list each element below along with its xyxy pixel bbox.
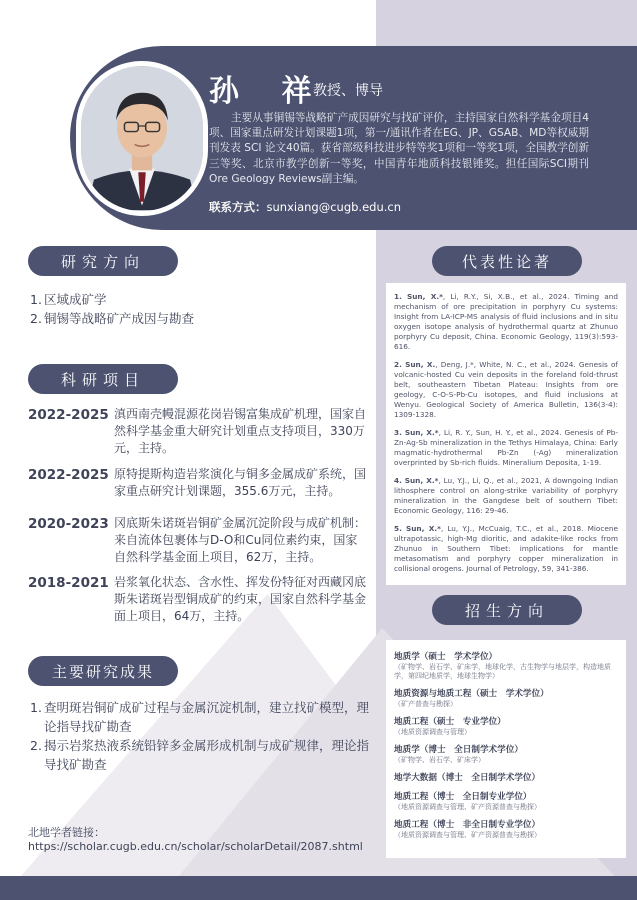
paper-item: 3. Sun, X.*, Li, R. Y., Sun, H. Y., et al., 2024. Genesis of Pb-Zn-Ag-Sb mineralization in the Tethys Himalaya, China: Early magmatic-hydrothermal Pb-Zn (-Ag) mineralization overprinted by Sb-rich fluids. Mineralium Deposita, 1-19. <box>394 428 618 467</box>
recruit-item: 地质资源与地质工程（硕士 学术学位） （矿产普查与勘探） <box>394 689 549 708</box>
project-description: 冈底斯朱诺斑岩铜矿金属沉淀阶段与成矿机制：来自流体包裹体与D-O和Cu同位素约束，国家自然科学基金面上项目，62万，主持。 <box>114 516 367 564</box>
recruit-item: 地质工程（博士 全日制专业学位） （地质资源调查与管理、矿产资源普查与勘探） <box>394 792 541 811</box>
project-item <box>28 515 368 566</box>
papers-heading: 代表性论著 <box>432 246 582 276</box>
achievements-list <box>30 698 370 774</box>
biography: 主要从事铜锡等战略矿产成因研究与找矿评价，主持国家自然科学基金项目4项、国家重点研发计划课题1项，第一/通讯作者在EG、JP、GSAB、MD等权威期刊发表 SCI 论文40篇。获省部级科技进步特等奖1项和一等奖1项，全国教学创新三等奖、北京市教学创新一等奖，中国青年地质科技银锤奖。担任国际SCI期刊Ore Geology Reviews副主编。 <box>209 112 589 185</box>
scholar-link[interactable]: https://scholar.cugb.edu.cn/scholar/scholarDetail/2087.shtml <box>28 840 363 853</box>
list-item: 1. 区域成矿学 <box>30 292 107 307</box>
recruit-item: 地质学（硕士 学术学位） （矿物学、岩石学、矿床学，地球化学，古生物学与地层学，构造地质学，第四纪地质学，地球生物学） <box>394 652 611 680</box>
project-item <box>28 574 368 625</box>
person-name: 孙 祥 <box>209 74 328 109</box>
contact-email[interactable]: sunxiang@cugb.edu.cn <box>266 200 402 214</box>
project-description: 岩浆氧化状态、含水性、挥发份特征对西藏冈底斯朱诺斑岩型铜成矿的约束，国家自然科学基金面上项目，64万，主持。 <box>114 575 367 623</box>
recruit-item: 地学大数据（博士 全日制学术学位） <box>394 773 541 783</box>
papers-list <box>386 283 626 585</box>
footer-bar <box>0 876 637 900</box>
paper-item: 2. Sun, X., Deng, J.*, White, N. C., et al., 2024. Genesis of volcanic-hosted Cu vein deposits in the foreland fold-thrust belt, southeastern Tibetan Plateau: Insights from ore geology, C-O-S-Pb-Cu isotopes, and fluid inclusions at Wenyu. Geological Society of America Bulletin, 136(3-4): 1309-1328. <box>394 360 618 419</box>
recruit-heading: 招生方向 <box>432 595 582 625</box>
paper-item: 5. Sun, X.*, Lu, Y.J., McCuaig, T.C., et al., 2018. Miocene ultrapotassic, high-Mg dioritic, and adakite-like rocks from Zhunuo in Southern Tibet: implications for mantle metasomatism and porphyry copper mineralization in collisional orogens. Journal of Petrology, 59, 341-386. <box>394 524 618 573</box>
research-heading: 研究方向 <box>28 246 178 276</box>
project-description: 滇西南壳幔混源花岗岩锡富集成矿机理，国家自然科学基金重大研究计划重点支持项目，330万元，主持。 <box>114 407 367 455</box>
contact-label: 联系方式： <box>209 200 267 214</box>
recruit-item: 地质工程（硕士 专业学位） （地质资源调查与管理） <box>394 717 506 736</box>
research-list <box>30 290 194 328</box>
achievements-heading: 主要研究成果 <box>28 656 178 686</box>
contact-line <box>209 199 401 215</box>
academic-title: 教授、博导 <box>313 83 383 99</box>
project-years: 2020-2023 <box>28 516 109 532</box>
recruit-item: 地质学（博士 全日制学术学位） （矿物学、岩石学、矿床学） <box>394 745 523 764</box>
projects-heading: 科研项目 <box>28 364 178 394</box>
project-item <box>28 466 368 500</box>
project-years: 2022-2025 <box>28 467 109 483</box>
list-item: 1. 查明斑岩铜矿成矿过程与金属沉淀机制，建立找矿模型，理论指导找矿勘查 <box>30 700 370 734</box>
project-years: 2022-2025 <box>28 407 109 423</box>
project-years: 2018-2021 <box>28 575 109 591</box>
paper-item: 1. Sun, X.*, Li, R.Y., Si, X.B., et al., 2024. Timing and mechanism of ore precipitation in porphyry Cu systems: Insight from LA-ICP-MS analysis of fluid inclusions and in situ oxygen isotope analysis of hydrothermal quartz at Zhunuo porphyry Cu deposit, China. Economic Geology, 119(3):593-616. <box>394 292 618 351</box>
list-item: 2. 铜锡等战略矿产成因与勘查 <box>30 311 195 326</box>
project-item <box>28 406 368 457</box>
portrait-illustration <box>81 66 203 211</box>
recruit-item: 地质工程（博士 非全日制专业学位） （地质资源调查与管理、矿产资源普查与勘探） <box>394 820 541 839</box>
project-description: 原特提斯构造岩浆演化与铜多金属成矿系统，国家重点研究计划课题，355.6万元，主持。 <box>114 467 367 498</box>
portrait-photo <box>76 61 208 216</box>
paper-item: 4. Sun, X.*, Lu, Y.J., Li, Q., et al., 2021, A downgoing Indian lithosphere control on along-strike variability of porphyry mineralization in the Gangdese belt of southern Tibet: Economic Geology, 116: 29-46. <box>394 476 619 515</box>
scholar-link-label: 北地学者链接： <box>28 826 105 839</box>
recruit-list <box>386 640 626 858</box>
list-item: 2. 揭示岩浆热液系统铅锌多金属形成机制与成矿规律，理论指导找矿勘查 <box>30 738 370 772</box>
